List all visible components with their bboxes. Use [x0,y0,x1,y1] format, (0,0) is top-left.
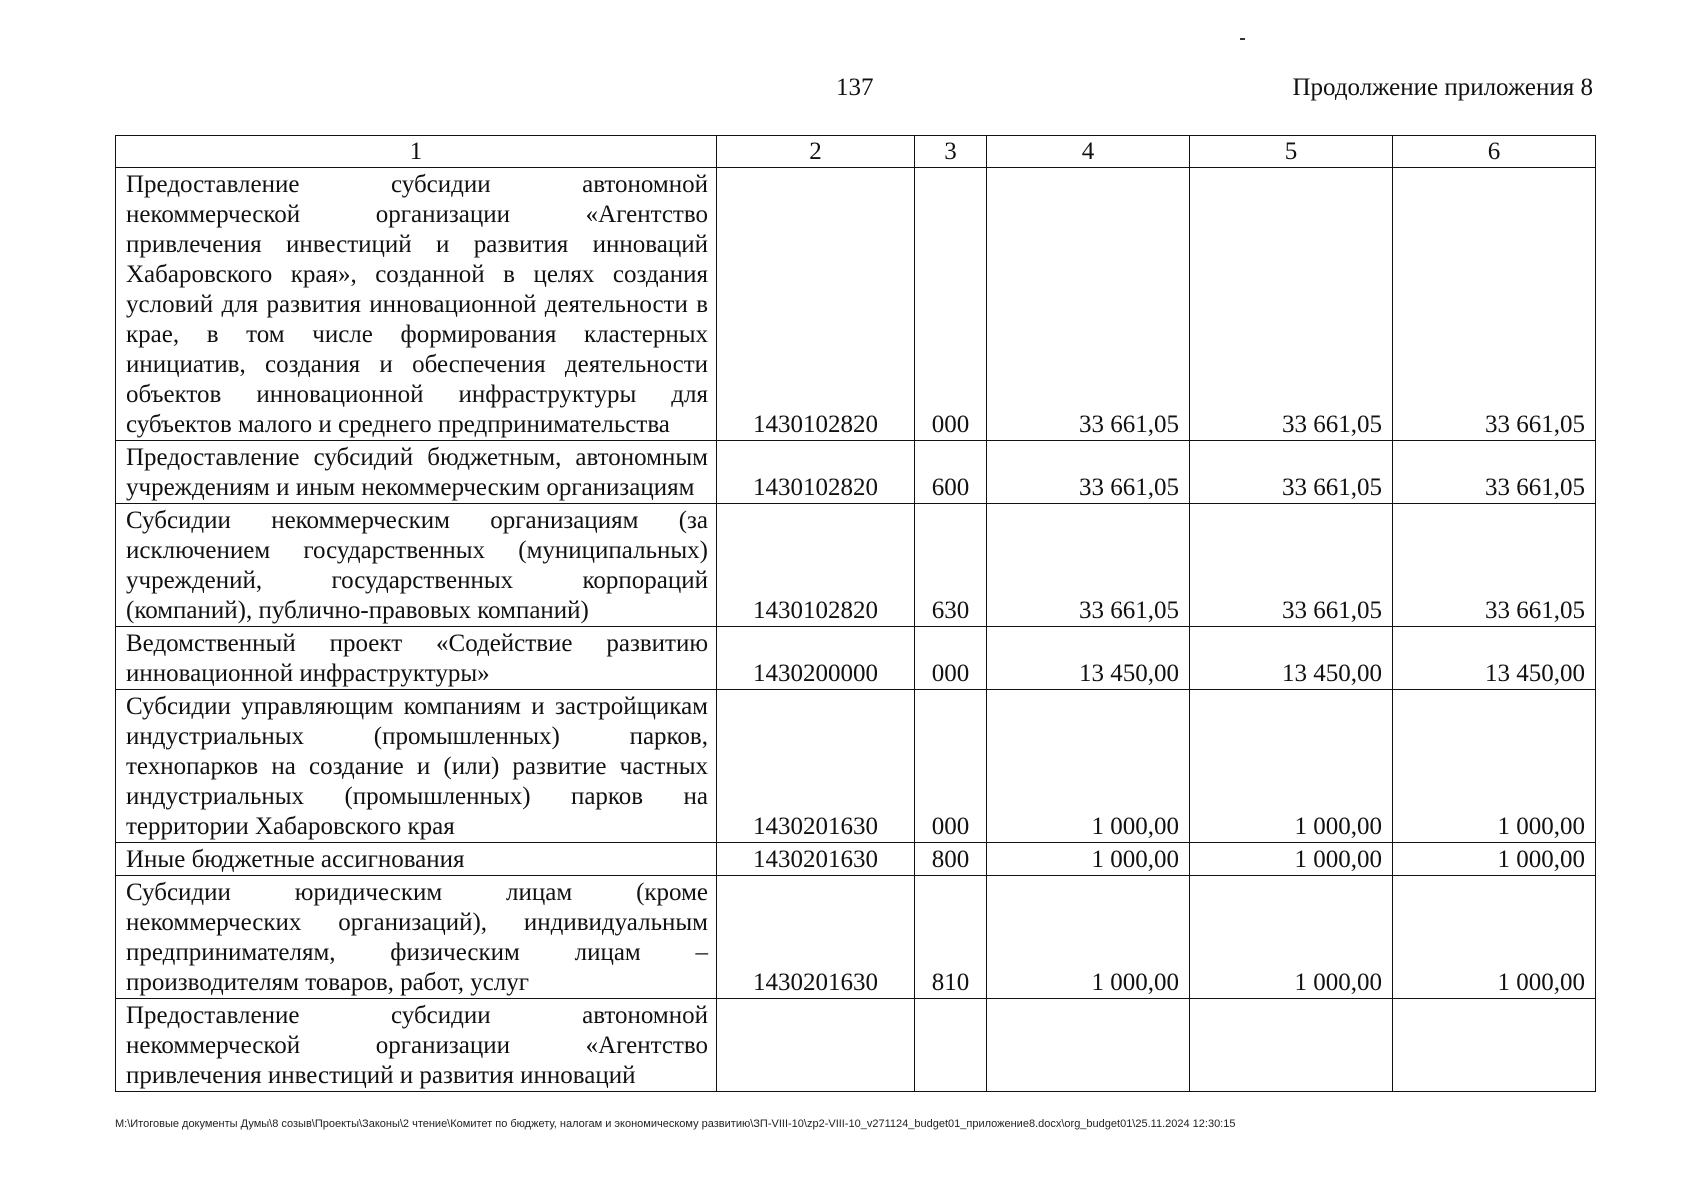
amount-col6 [1393,999,1596,1092]
target-article-code: 1430102820 [717,504,915,627]
amount-col6: 1 000,00 [1393,690,1596,843]
column-header: 2 [717,136,915,168]
target-article-code: 1430201630 [717,843,915,876]
amount-col5: 1 000,00 [1190,690,1393,843]
amount-col4: 33 661,05 [987,504,1190,627]
table-row [116,690,1596,843]
amount-col4: 1 000,00 [987,843,1190,876]
document-file-path: M:\Итоговые документы Думы\8 созыв\Проекты\Законы\2 чтение\Комитет по бюджету, налогам и экономическому развитию\ЗП-VIII-10\zp2-VIII-10_v271124_budget01_приложение8.docx\org_budget01\25.11.2024 12:30:15 [115,1118,1236,1130]
amount-col5: 33 661,05 [1190,168,1393,441]
row-description: Иные бюджетные ассигнования [116,843,717,876]
amount-col4 [987,999,1190,1092]
amount-col4: 1 000,00 [987,690,1190,843]
amount-col6: 13 450,00 [1393,627,1596,690]
table-row [116,876,1596,999]
expense-type-code [915,999,987,1092]
amount-col4: 33 661,05 [987,441,1190,504]
amount-col6: 33 661,05 [1393,168,1596,441]
amount-col5: 1 000,00 [1190,843,1393,876]
expense-type-code: 810 [915,876,987,999]
amount-col4: 33 661,05 [987,168,1190,441]
row-description: Предоставление субсидий бюджетным, автономным учреждениям и иным некоммерческим организациям [116,441,717,504]
amount-col6: 33 661,05 [1393,504,1596,627]
target-article-code: 1430200000 [717,627,915,690]
target-article-code: 1430201630 [717,690,915,843]
amount-col5: 13 450,00 [1190,627,1393,690]
appendix-continuation-note: Продолжение приложения 8 [1292,74,1593,101]
target-article-code: 1430102820 [717,168,915,441]
target-article-code [717,999,915,1092]
row-description: Субсидии управляющим компаниям и застройщикам индустриальных (промышленных) парков, технопарков на создание и (или) развитие частных индустриальных (промышленных) парков на территории Хабаровского края [116,690,717,843]
amount-col5: 1 000,00 [1190,876,1393,999]
column-header: 1 [116,136,717,168]
column-header: 5 [1190,136,1393,168]
table-row [116,504,1596,627]
row-description: Субсидии некоммерческим организациям (за исключением государственных (муниципальных) учреждений, государственных корпораций (компаний), публично-правовых компаний) [116,504,717,627]
table-row [116,441,1596,504]
amount-col4: 1 000,00 [987,876,1190,999]
table-row [116,168,1596,441]
expense-type-code: 630 [915,504,987,627]
table-row [116,843,1596,876]
expense-type-code: 800 [915,843,987,876]
row-description: Предоставление субсидии автономной некоммерческой организации «Агентство привлечения инвестиций и развития инноваций [116,999,717,1092]
row-description: Ведомственный проект «Содействие развитию инновационной инфраструктуры» [116,627,717,690]
expense-type-code: 000 [915,627,987,690]
row-description: Предоставление субсидии автономной некоммерческой организации «Агентство привлечения инвестиций и развития инноваций Хабаровского края», созданной в целях создания условий для развития инновационной деятельности в крае, в том числе формирования кластерных инициатив, создания и обеспечения деятельности объектов инновационной инфраструктуры для субъектов малого и среднего предпринимательства [116,168,717,441]
budget-table [115,135,1596,1092]
amount-col5 [1190,999,1393,1092]
expense-type-code: 000 [915,168,987,441]
table-row [116,999,1596,1092]
table-row [116,627,1596,690]
amount-col5: 33 661,05 [1190,441,1393,504]
amount-col5: 33 661,05 [1190,504,1393,627]
scan-mark [1240,38,1245,40]
expense-type-code: 600 [915,441,987,504]
page-number: 137 [836,74,874,101]
row-description: Субсидии юридическим лицам (кроме некоммерческих организаций), индивидуальным предпринимателям, физическим лицам – производителям товаров, работ, услуг [116,876,717,999]
table-header-row [116,136,1596,168]
target-article-code: 1430201630 [717,876,915,999]
amount-col4: 13 450,00 [987,627,1190,690]
amount-col6: 33 661,05 [1393,441,1596,504]
column-header: 4 [987,136,1190,168]
amount-col6: 1 000,00 [1393,876,1596,999]
column-header: 6 [1393,136,1596,168]
amount-col6: 1 000,00 [1393,843,1596,876]
expense-type-code: 000 [915,690,987,843]
column-header: 3 [915,136,987,168]
target-article-code: 1430102820 [717,441,915,504]
